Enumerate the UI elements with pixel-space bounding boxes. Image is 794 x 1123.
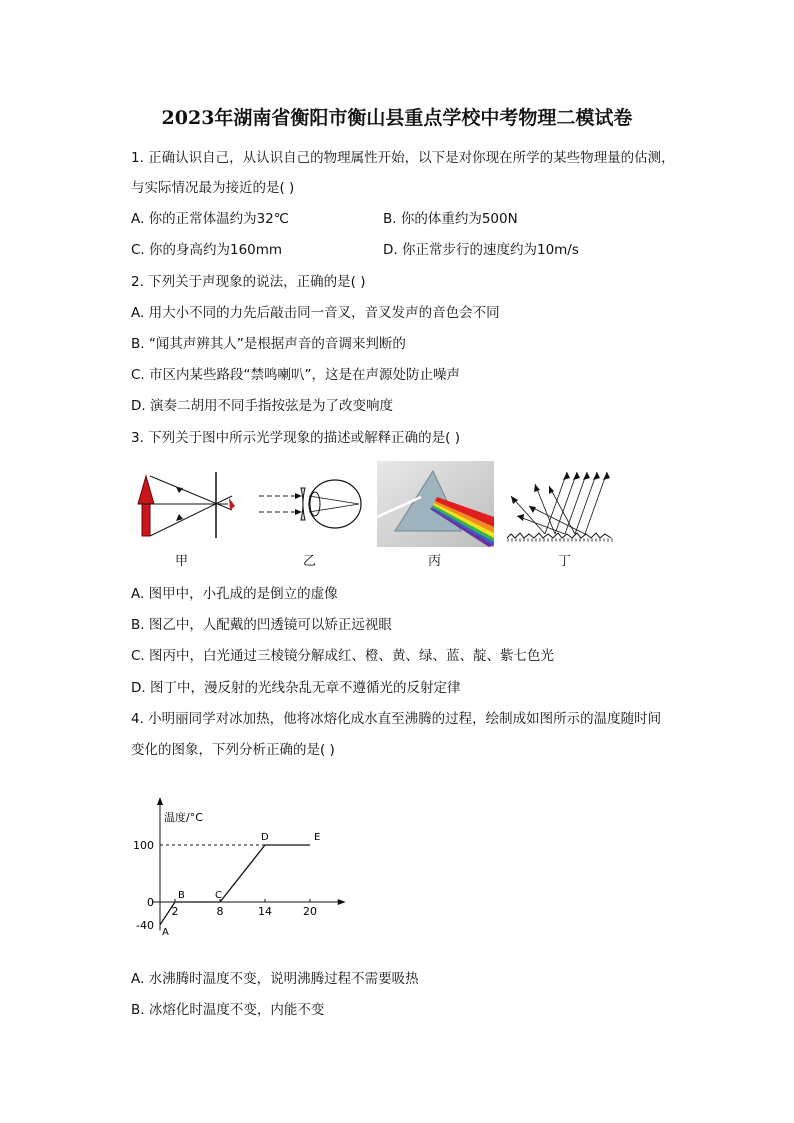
point-label-a: A bbox=[162, 926, 169, 938]
x-tick-label: 20 bbox=[303, 905, 317, 918]
y-axis-label: 温度/°C bbox=[164, 811, 203, 824]
q2-option-c: C. 市区内某些路段“禁鸣喇叭”，这是在声源处防止噪声 bbox=[131, 367, 460, 383]
temperature-line bbox=[160, 845, 310, 925]
q3-option-a: A. 图甲中，小孔成的是倒立的虚像 bbox=[131, 586, 338, 602]
point-label-b: B bbox=[178, 890, 185, 901]
q1-stem-line2: 与实际情况最为接近的是( ) bbox=[131, 180, 295, 196]
caption-jia: 甲 bbox=[175, 554, 189, 569]
y-axis-arrow bbox=[157, 797, 163, 805]
q2-option-b: B. “闻其声辨其人”是根据声音的音调来判断的 bbox=[131, 336, 406, 352]
x-tick-label: 2 bbox=[171, 905, 179, 918]
q2-stem: 2. 下列关于声现象的说法，正确的是( ) bbox=[131, 274, 366, 290]
x-tick-label: 8 bbox=[216, 905, 224, 918]
q1-option-b: B. 你的体重约为500N bbox=[383, 211, 518, 227]
figure-pinhole bbox=[128, 468, 248, 544]
caption-ding: 丁 bbox=[558, 554, 572, 569]
caption-yi: 乙 bbox=[303, 554, 317, 569]
point-label-c: C bbox=[215, 890, 222, 901]
temperature-time-chart bbox=[120, 795, 360, 950]
q1-stem-line1: 1. 正确认识自己，从认识自己的物理属性开始，以下是对你现在所学的某些物理量的估测， bbox=[131, 150, 675, 166]
x-tick-label: 14 bbox=[258, 905, 272, 918]
y-tick-label: 100 bbox=[133, 839, 154, 852]
q2-option-d: D. 演奏二胡用不同手指按弦是为了改变响度 bbox=[131, 398, 393, 414]
q1-option-d: D. 你正常步行的速度约为10m/s bbox=[383, 242, 579, 258]
q3-option-d: D. 图丁中，漫反射的光线杂乱无章不遵循光的反射定律 bbox=[131, 680, 461, 696]
q3-stem: 3. 下列关于图中所示光学现象的描述或解释正确的是( ) bbox=[131, 430, 460, 446]
y-tick-label: -40 bbox=[136, 918, 154, 932]
caption-bing: 丙 bbox=[428, 554, 442, 569]
point-label-d: D bbox=[261, 832, 269, 843]
figure-diffuse-reflection bbox=[505, 466, 617, 546]
figure-eye-lens bbox=[255, 468, 367, 544]
q4-stem-line2: 变化的图象，下列分析正确的是( ) bbox=[131, 742, 335, 758]
q4-option-a: A. 水沸腾时温度不变，说明沸腾过程不需要吸热 bbox=[131, 971, 419, 987]
page-title: 2023年湖南省衡阳市衡山县重点学校中考物理二模试卷 bbox=[161, 107, 633, 129]
q3-option-b: B. 图乙中，人配戴的凹透镜可以矫正远视眼 bbox=[131, 617, 392, 633]
x-axis-arrow bbox=[338, 899, 346, 905]
q3-option-c: C. 图丙中，白光通过三棱镜分解成红、橙、黄、绿、蓝、靛、紫七色光 bbox=[131, 648, 555, 664]
q1-option-a: A. 你的正常体温约为32℃ bbox=[131, 211, 289, 227]
q1-option-c: C. 你的身高约为160mm bbox=[131, 242, 283, 258]
figure-prism bbox=[377, 461, 494, 547]
point-label-e: E bbox=[314, 832, 321, 843]
q4-stem-line1: 4. 小明丽同学对冰加热，他将冰熔化成水直至沸腾的过程，绘制成如图所示的温度随时间 bbox=[131, 711, 662, 727]
y-tick-label: 0 bbox=[147, 896, 154, 909]
q4-option-b: B. 冰熔化时温度不变，内能不变 bbox=[131, 1002, 325, 1018]
q2-option-a: A. 用大小不同的力先后敲击同一音叉，音叉发声的音色会不同 bbox=[131, 305, 500, 321]
